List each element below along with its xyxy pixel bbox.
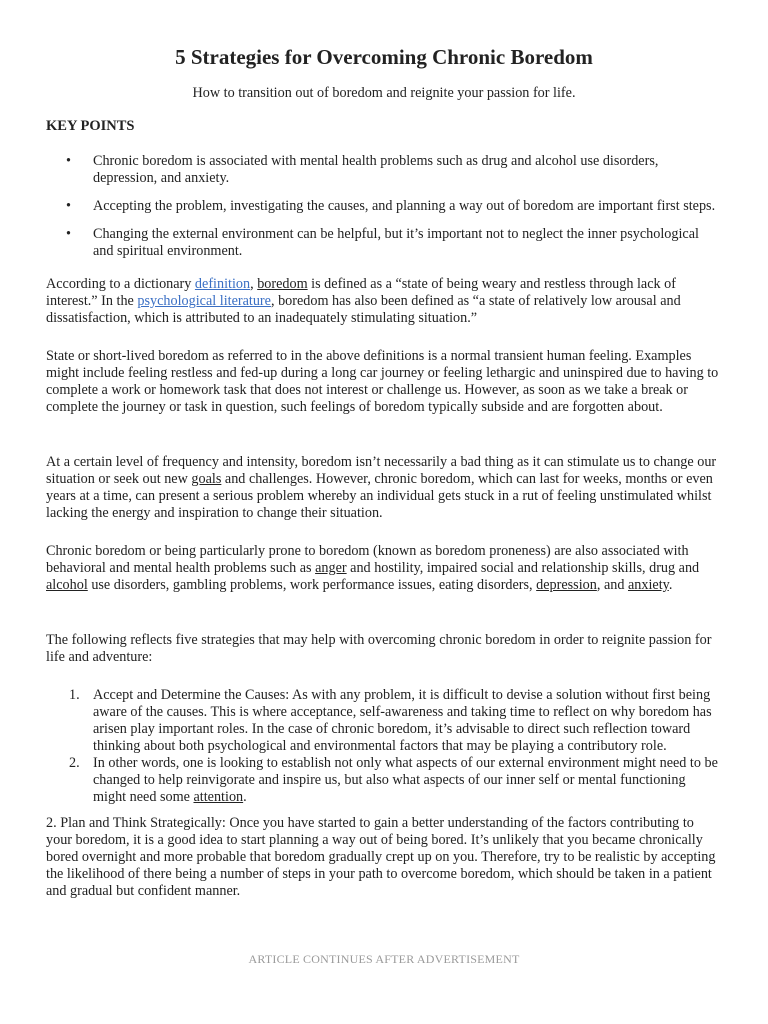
advertisement-notice: ARTICLE CONTINUES AFTER ADVERTISEMENT — [248, 952, 520, 966]
paragraph-strategies-intro: The following reflects five strategies that may help with overcoming chronic boredom in order to reignite passion for life and adventure: — [46, 632, 712, 665]
goals-link[interactable]: goals — [191, 471, 222, 487]
paragraph-frequency: At a certain level of frequency and intensity, boredom isn’t necessarily a bad thing as it can stimulate us to change our situation or seek out new goals and challenges. However, chronic boredom, which can last for weeks, months or even years at a time, can present a serious problem whereby an individual gets stuck in a rut of feeling unstimulated whilst lacking the energy and inspiration to change their situation. — [46, 454, 717, 521]
bullet-icon: • — [66, 153, 71, 169]
key-point-text: Chronic boredom is associated with mental health problems such as drug and alcohol use disorders, depression, and anxiety. — [93, 153, 659, 186]
depression-link[interactable]: depression — [536, 577, 597, 593]
key-points-heading: KEY POINTS — [46, 118, 135, 134]
attention-link[interactable]: attention — [193, 789, 244, 805]
list-number: 1. — [69, 687, 80, 703]
key-point-item — [46, 153, 722, 187]
definition-link[interactable]: definition — [194, 276, 251, 292]
key-points-list — [46, 153, 722, 260]
strategy-item — [46, 687, 722, 755]
article-title: 5 Strategies for Overcoming Chronic Boredom — [175, 45, 593, 69]
key-point-text: Changing the external environment can be helpful, but it’s important not to neglect the inner psychological and spiritual environment. — [93, 226, 699, 259]
paragraph-state-boredom: State or short-lived boredom as referred to in the above definitions is a normal transient human feeling. Examples might include feeling restless and fed-up during a long car journey or feeling lethargic and uninspired due to having to complete a work or homework task that does not interest or challenge us. However, as soon as we take a break or complete the journey or task in question, such feelings of boredom typically subside and are forgotten about. — [46, 348, 719, 415]
alcohol-link[interactable]: alcohol — [46, 577, 88, 593]
bullet-icon: • — [66, 198, 71, 214]
paragraph-chronic-boredom: Chronic boredom or being particularly prone to boredom (known as boredom proneness) are also associated with behavioral and mental health problems such as anger and hostility, impaired social and relationship skills, drug and alcohol use disorders, gambling problems, work performance issues, eating disorders, depression, and anxiety. — [46, 543, 700, 593]
strategy-item: 2. In other words, one is looking to establish not only what aspects of our external environment might need to be changed to help reinvigorate and inspire us, but also what aspects of our inner self or mental functioning might need some attention. — [69, 755, 718, 805]
paragraph-plan-strategically: 2. Plan and Think Strategically: Once you have started to gain a better understanding of the factors contributing to your boredom, it is a good idea to start planning a way out of being bored. It’s unlikely that you became chronically bored overnight and more probable that boredom gradually crept up on you. Therefore, try to be realistic by accepting the likelihood of there being a number of steps in your path to overcome boredom, which should be taken in a patient and gradual but confident manner. — [46, 815, 716, 899]
key-point-item — [46, 226, 722, 260]
paragraph-definition: According to a dictionary definition, boredom is defined as a “state of being weary and restless through lack of interest.” In the psychological literature, boredom has also been defined as “a state of relatively low arousal and dissatisfaction, which is attributed to an inadequately stimulating situation.” — [46, 276, 681, 326]
boredom-link[interactable]: boredom — [257, 276, 308, 292]
strategy-text: Accept and Determine the Causes: As with any problem, it is difficult to devise a solution without first being aware of the causes. This is where acceptance, self-awareness and taking time to reflect on why boredom has arisen play important roles. In the case of chronic boredom, it’s advisable to direct such reflection toward thinking about both psychological and environmental factors that may be playing a contributory role. — [93, 687, 712, 754]
bullet-icon: • — [66, 226, 71, 242]
psychological-literature-link[interactable]: psychological literature — [137, 293, 271, 309]
anxiety-link[interactable]: anxiety — [627, 577, 669, 593]
article-subtitle: How to transition out of boredom and reignite your passion for life. — [192, 85, 576, 101]
list-number: 2. — [69, 755, 80, 771]
anger-link[interactable]: anger — [315, 560, 347, 576]
key-point-item — [46, 198, 722, 215]
strategies-list — [46, 687, 722, 806]
key-point-text: Accepting the problem, investigating the causes, and planning a way out of boredom are important first steps. — [93, 198, 716, 214]
